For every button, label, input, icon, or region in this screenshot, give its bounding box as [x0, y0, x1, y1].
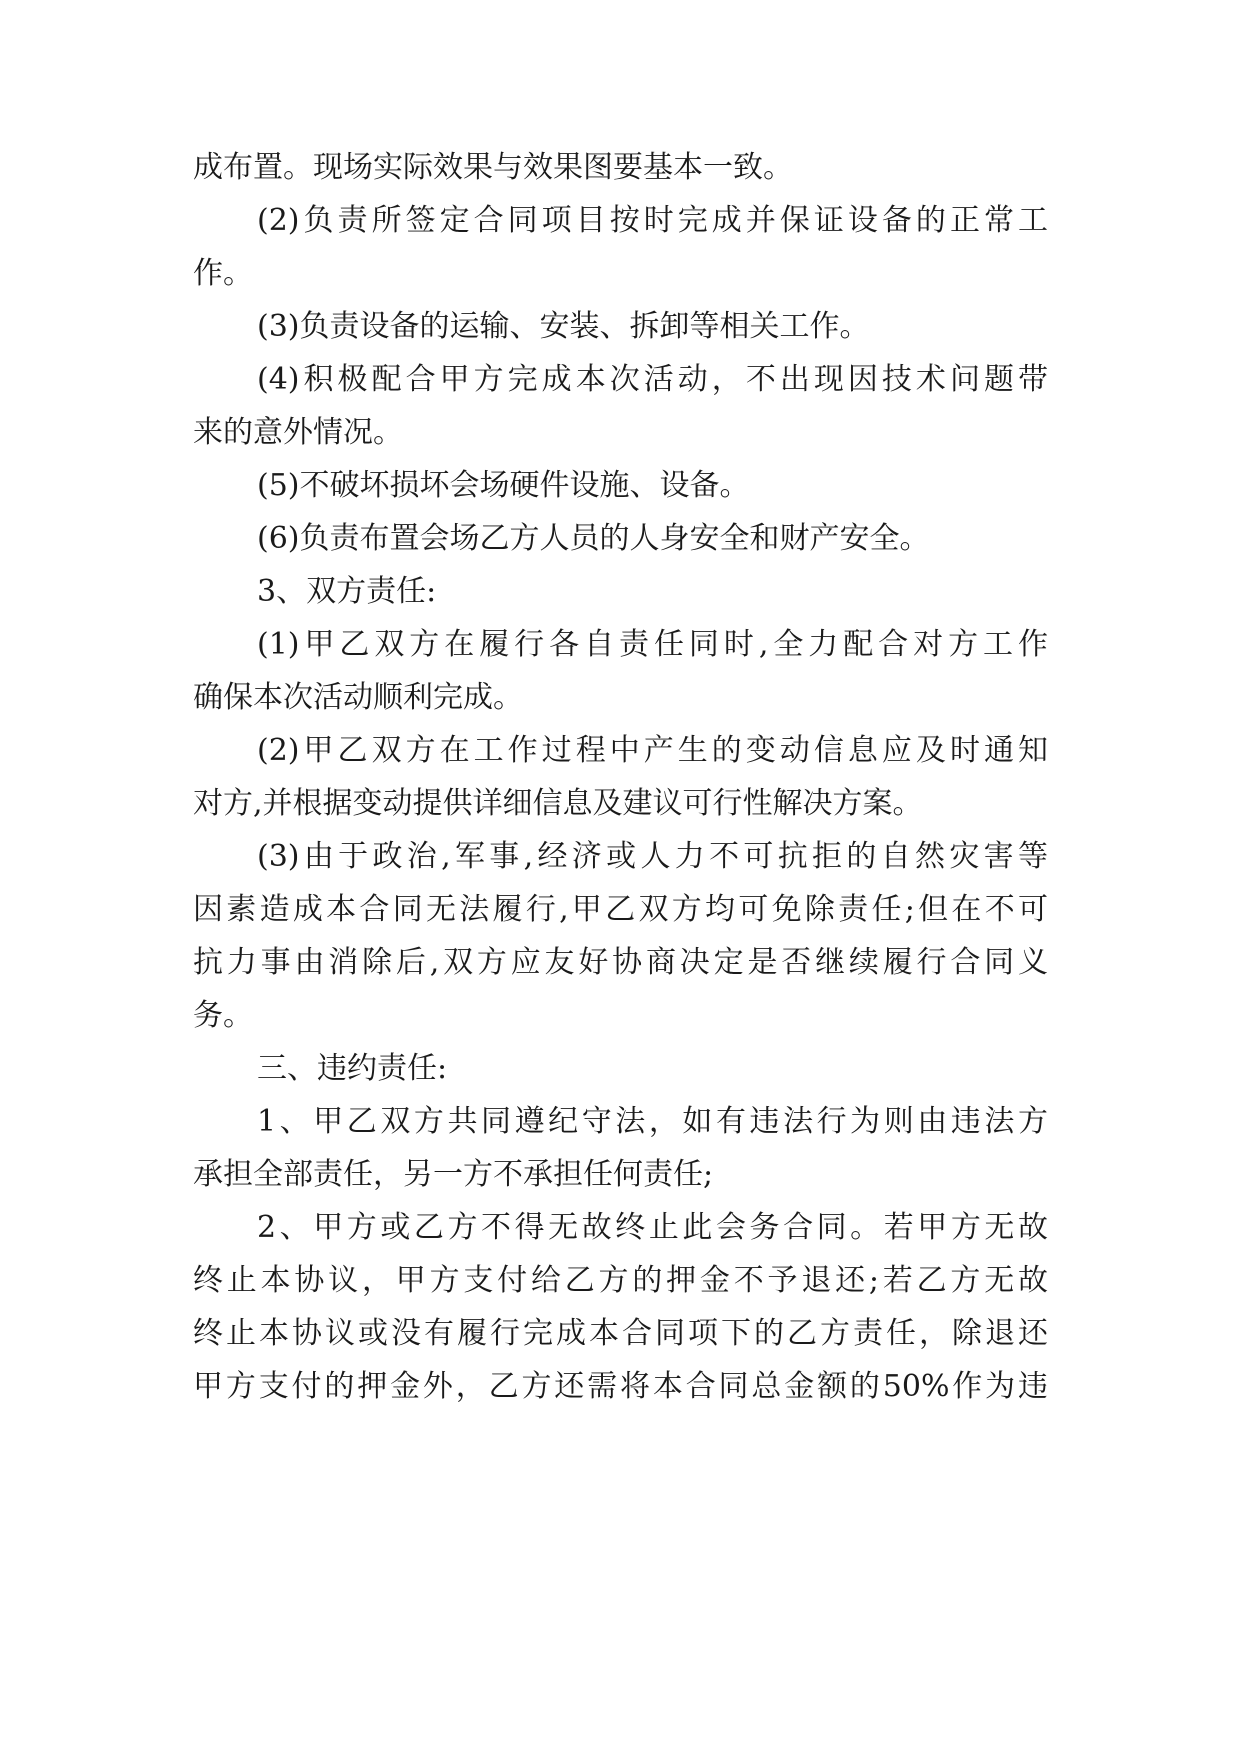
text-line: 确保本次活动顺利完成。 [193, 680, 523, 715]
text-line: 3、双方责任: [257, 574, 437, 609]
text-line: (4)积极配合甲方完成本次活动，不出现因技术问题带 [257, 362, 1048, 397]
text-line: 2、甲方或乙方不得无故终止此会务合同。若甲方无故 [257, 1210, 1048, 1245]
text-line: (6)负责布置会场乙方人员的人身安全和财产安全。 [257, 521, 930, 556]
text-line: 作。 [193, 256, 253, 291]
text-line: 终止本协议或没有履行完成本合同项下的乙方责任，除退还 [193, 1316, 1048, 1351]
text-line: (2)甲乙双方在工作过程中产生的变动信息应及时通知 [257, 733, 1048, 768]
text-line: 终止本协议，甲方支付给乙方的押金不予退还;若乙方无故 [193, 1263, 1048, 1298]
text-line: 三、违约责任: [257, 1051, 448, 1086]
text-line: 对方,并根据变动提供详细信息及建议可行性解决方案。 [193, 786, 923, 821]
text-line: (3)由于政治,军事,经济或人力不可抗拒的自然灾害等 [257, 839, 1048, 874]
text-line: 务。 [193, 998, 253, 1033]
text-line: 成布置。现场实际效果与效果图要基本一致。 [193, 150, 793, 185]
text-line: 承担全部责任，另一方不承担任何责任; [193, 1157, 714, 1192]
text-line: 抗力事由消除后,双方应友好协商决定是否继续履行合同义 [193, 945, 1048, 980]
text-line: (1)甲乙双方在履行各自责任同时,全力配合对方工作 [257, 627, 1048, 662]
text-line: 因素造成本合同无法履行,甲乙双方均可免除责任;但在不可 [193, 892, 1048, 927]
text-line: 来的意外情况。 [193, 415, 403, 450]
text-line: 甲方支付的押金外，乙方还需将本合同总金额的50%作为违 [193, 1369, 1048, 1404]
text-line: (3)负责设备的运输、安装、拆卸等相关工作。 [257, 309, 870, 344]
text-line: (5)不破坏损坏会场硬件设施、设备。 [257, 468, 750, 503]
text-line: 1、甲乙双方共同遵纪守法，如有违法行为则由违法方 [257, 1104, 1048, 1139]
text-line: (2)负责所签定合同项目按时完成并保证设备的正常工 [257, 203, 1048, 238]
